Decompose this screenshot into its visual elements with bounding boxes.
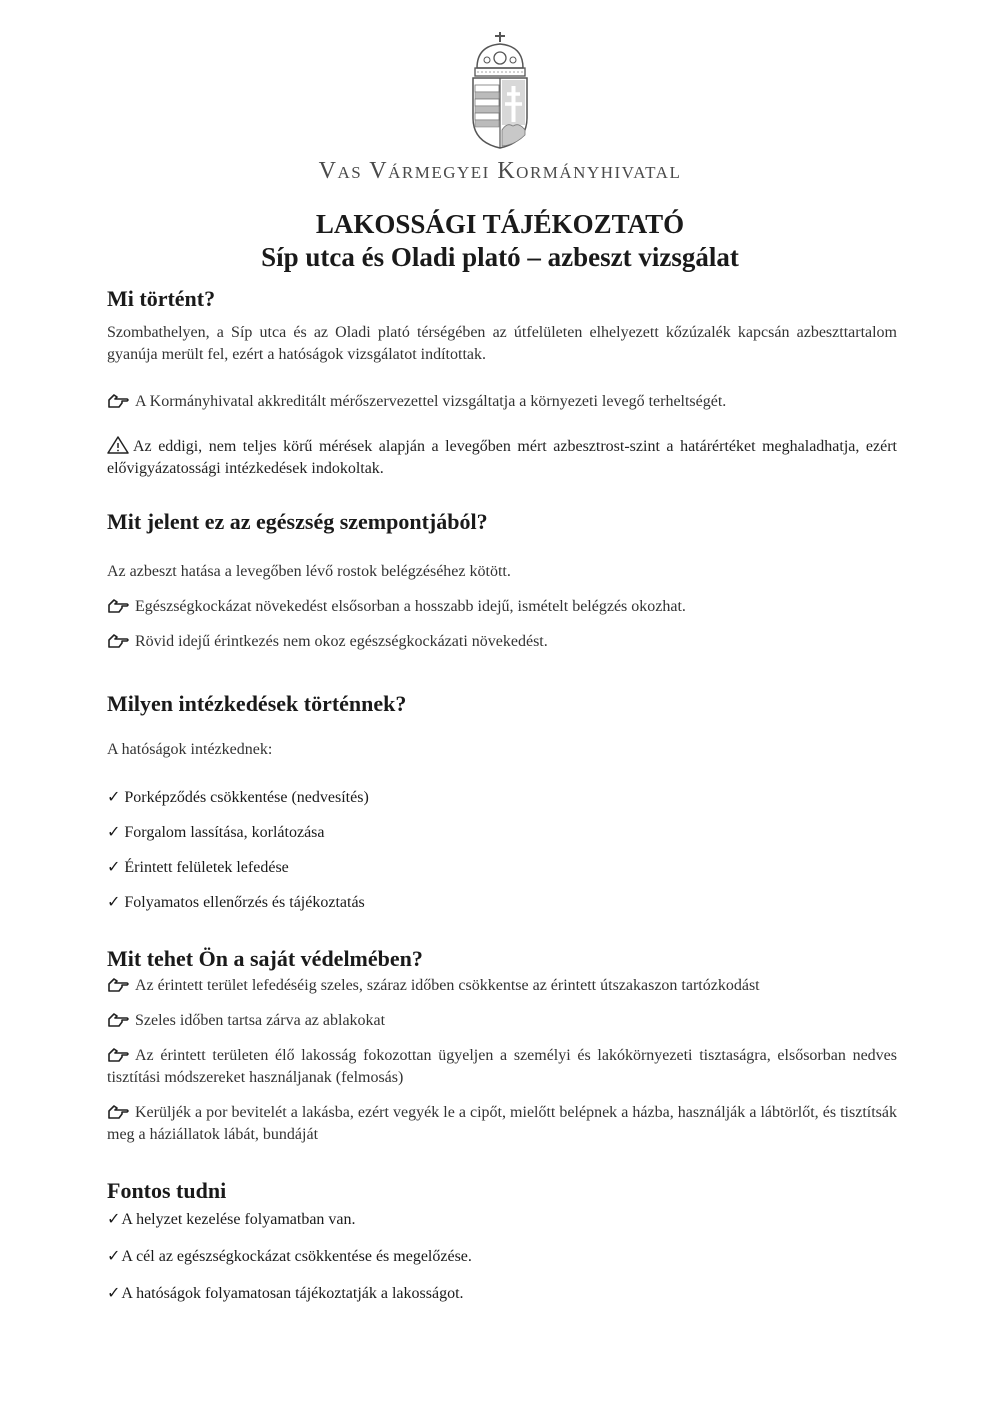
protection-point: [107, 1045, 897, 1089]
check-icon: ✓: [107, 787, 121, 806]
health-point: [107, 596, 897, 618]
check-icon: ✓: [107, 892, 121, 911]
protection-point-text: Az érintett területen élő lakosság fokozottan ügyeljen a személyi és lakókörnyezeti tisztaságra, elsősorban nedves tisztítási módszereket használjanak (felmosás): [107, 1047, 897, 1086]
section-intro: A hatóságok intézkednek:: [107, 741, 273, 758]
check-icon: ✓: [107, 1283, 121, 1302]
measure-item-text: Folyamatos ellenőrzés és tájékoztatás: [124, 894, 365, 911]
measure-item-text: Forgalom lassítása, korlátozása: [124, 824, 325, 841]
section-health: [107, 508, 897, 653]
section-protection: [107, 945, 897, 1146]
measure-item: [107, 856, 897, 879]
protection-point: [107, 975, 897, 997]
section-heading: Fontos tudni: [107, 1178, 227, 1203]
check-icon: ✓: [107, 1246, 121, 1265]
protection-point-text: Az érintett terület lefedéséig szeles, száraz időben csökkentse az érintett útszakaszon tartózkodást: [135, 977, 760, 994]
section-important: [107, 1177, 897, 1305]
protection-point: [107, 1102, 897, 1146]
section-intro: Szombathelyen, a Síp utca és az Oladi plató térségében az útfelületen elhelyezett kőzúzalék kapcsán azbeszttartalom gyanúja merült fel, ezért a hatóságok vizsgálatot indítottak.: [107, 324, 897, 363]
health-point-text: Egészségkockázat növekedést elsősorban a hosszabb idejű, ismételt belégzés okozhat.: [135, 598, 686, 615]
important-item: [107, 1208, 897, 1231]
measure-item: [107, 821, 897, 844]
important-item: [107, 1245, 897, 1268]
section-what-happened: [107, 285, 897, 480]
section-heading: Milyen intézkedések történnek?: [107, 691, 407, 716]
organization-name: Vas Vármegyei Kormányhivatal: [318, 158, 682, 184]
health-point: [107, 631, 897, 653]
title-main: LAKOSSÁGI TÁJÉKOZTATÓ: [315, 209, 685, 239]
header: [0, 30, 1000, 185]
protection-point-text: Szeles időben tartsa zárva az ablakokat: [135, 1012, 386, 1029]
important-item: [107, 1282, 897, 1305]
pointing-hand-icon: [107, 598, 131, 614]
measure-item: [107, 891, 897, 914]
pointing-hand-icon: [107, 977, 131, 993]
info-point-text: A Kormányhivatal akkreditált mérőszervezettel vizsgáltatja a környezeti levegő terheltségét.: [135, 393, 727, 410]
check-icon: ✓: [107, 857, 121, 876]
section-intro: Az azbeszt hatása a levegőben lévő rostok belégzéséhez kötött.: [107, 563, 511, 580]
pointing-hand-icon: [107, 393, 131, 409]
section-measures: [107, 690, 897, 914]
info-point: [107, 391, 897, 413]
measure-item-text: Porképződés csökkentése (nedvesítés): [124, 789, 369, 806]
protection-point-text: Kerüljék a por bevitelét a lakásba, ezért vegyék le a cipőt, mielőtt belépnek a házba, használják a lábtörlőt, és tisztítsák meg a háziállatok lábát, bundáját: [107, 1104, 897, 1143]
title-sub: Síp utca és Oladi plató – azbeszt vizsgálat: [261, 242, 739, 272]
section-heading: Mi történt?: [107, 286, 216, 311]
hungarian-coat-of-arms-icon: [465, 30, 535, 150]
protection-point: [107, 1010, 897, 1032]
important-item-text: A cél az egészségkockázat csökkentése és megelőzése.: [121, 1248, 472, 1265]
check-icon: ✓: [107, 1209, 121, 1228]
section-heading: Mit tehet Ön a saját védelmében?: [107, 946, 423, 971]
pointing-hand-icon: [107, 1104, 131, 1120]
warning-triangle-icon: [107, 436, 129, 454]
measure-item: [107, 786, 897, 809]
measure-item-text: Érintett felületek lefedése: [124, 859, 289, 876]
document-title: [0, 208, 1000, 274]
health-point-text: Rövid idejű érintkezés nem okoz egészségkockázati növekedést.: [135, 633, 548, 650]
check-icon: ✓: [107, 822, 121, 841]
important-item-text: A hatóságok folyamatosan tájékoztatják a lakosságot.: [121, 1285, 464, 1302]
pointing-hand-icon: [107, 1012, 131, 1028]
section-heading: Mit jelent ez az egészség szempontjából?: [107, 509, 488, 534]
warning-point: [107, 436, 897, 480]
pointing-hand-icon: [107, 1047, 131, 1063]
warning-text: Az eddigi, nem teljes körű mérések alapján a levegőben mért azbesztrost-szint a határértéket meghaladhatja, ezért elővigyázatossági intézkedések indokoltak.: [107, 438, 897, 477]
pointing-hand-icon: [107, 633, 131, 649]
important-item-text: A helyzet kezelése folyamatban van.: [121, 1211, 356, 1228]
